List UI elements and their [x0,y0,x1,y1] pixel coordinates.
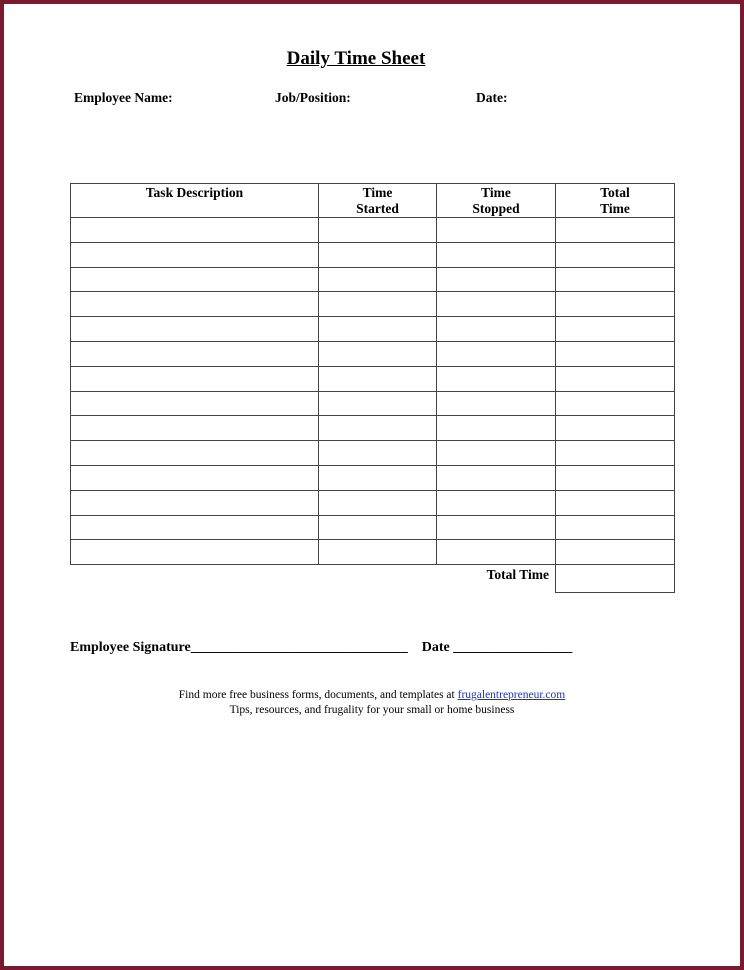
column-header-task-description [71,184,319,218]
task-description-cell[interactable] [71,292,319,317]
total-time-cell[interactable] [556,490,675,515]
footer-line-1 [0,688,744,703]
table-row [71,490,675,515]
time-started-cell[interactable] [319,341,437,366]
task-description-cell[interactable] [71,465,319,490]
time-stopped-cell[interactable] [437,465,556,490]
table-row [71,416,675,441]
column-header-time-started [319,184,437,218]
table-row [71,292,675,317]
total-time-cell[interactable] [556,565,675,593]
footer [0,688,744,718]
table-row [71,540,675,565]
footer-promo-text: Find more free business forms, documents, and templates at [178,689,458,701]
time-stopped-cell[interactable] [437,242,556,267]
column-header-line: Total [600,185,630,200]
task-description-cell[interactable] [71,242,319,267]
time-started-cell[interactable] [319,366,437,391]
spacer-cell [319,565,437,593]
time-started-cell[interactable] [319,540,437,565]
time-stopped-cell[interactable] [437,267,556,292]
total-time-cell[interactable] [556,341,675,366]
time-stopped-cell[interactable] [437,441,556,466]
total-time-label: Total Time [486,567,549,583]
time-stopped-cell[interactable] [437,540,556,565]
table-row [71,441,675,466]
task-description-cell[interactable] [71,391,319,416]
column-header-line: Time [362,185,393,200]
time-started-cell[interactable] [319,292,437,317]
total-time-cell[interactable] [556,218,675,243]
total-time-cell[interactable] [556,416,675,441]
table-row [71,366,675,391]
column-header-line: Time [481,185,511,200]
time-stopped-cell[interactable] [437,292,556,317]
time-stopped-cell[interactable] [437,341,556,366]
table-row [71,242,675,267]
task-description-cell[interactable] [71,317,319,342]
footer-line-2: Tips, resources, and frugality for your small or home business [229,704,515,716]
time-started-cell[interactable] [319,267,437,292]
time-started-cell[interactable] [319,490,437,515]
task-description-cell[interactable] [71,218,319,243]
time-started-cell[interactable] [319,465,437,490]
task-description-cell[interactable] [71,341,319,366]
frugalentrepreneur-link[interactable]: frugalentrepreneur.com [457,689,566,701]
time-stopped-cell[interactable] [437,391,556,416]
column-header-line: Time [600,201,630,216]
table-row [71,218,675,243]
time-started-cell[interactable] [319,242,437,267]
task-description-cell[interactable] [71,441,319,466]
total-time-cell[interactable] [556,292,675,317]
total-time-cell[interactable] [556,465,675,490]
time-stopped-cell[interactable] [437,515,556,540]
date-label: Date: [476,90,508,105]
task-description-cell[interactable] [71,540,319,565]
time-stopped-cell[interactable] [437,366,556,391]
column-header-line: Task Description [145,185,244,200]
column-header-total-time [556,184,675,218]
signature-line [70,640,572,656]
table-row [71,341,675,366]
table-row [71,267,675,292]
spacer-cell [71,565,319,593]
table-row [71,465,675,490]
task-description-cell[interactable] [71,366,319,391]
time-started-cell[interactable] [319,416,437,441]
table-row [71,317,675,342]
employee-name-label: Employee Name: [74,90,173,105]
task-description-cell[interactable] [71,515,319,540]
time-started-cell[interactable] [319,218,437,243]
signature-date-field[interactable]: Date _________________ [421,640,573,655]
timesheet-table [70,183,675,593]
page-title: Daily Time Sheet [286,48,426,69]
task-description-cell[interactable] [71,490,319,515]
total-time-cell[interactable] [556,366,675,391]
employee-signature-field[interactable]: Employee Signature_______________________________ [70,640,408,655]
total-time-cell[interactable] [556,267,675,292]
column-header-line: Stopped [472,201,520,216]
table-row [71,515,675,540]
total-time-cell[interactable] [556,540,675,565]
time-started-cell[interactable] [319,515,437,540]
time-stopped-cell[interactable] [437,218,556,243]
job-position-label: Job/Position: [275,90,351,105]
time-started-cell[interactable] [319,317,437,342]
time-stopped-cell[interactable] [437,490,556,515]
total-time-cell[interactable] [556,242,675,267]
table-row [71,391,675,416]
time-started-cell[interactable] [319,441,437,466]
total-time-cell[interactable] [556,441,675,466]
column-header-time-stopped [437,184,556,218]
task-description-cell[interactable] [71,416,319,441]
total-time-cell[interactable] [556,391,675,416]
total-time-cell[interactable] [556,317,675,342]
time-started-cell[interactable] [319,391,437,416]
time-stopped-cell[interactable] [437,416,556,441]
table-header-row [71,184,675,218]
column-header-line: Started [356,201,399,216]
time-stopped-cell[interactable] [437,317,556,342]
total-time-row [71,565,675,593]
task-description-cell[interactable] [71,267,319,292]
total-time-cell[interactable] [556,515,675,540]
